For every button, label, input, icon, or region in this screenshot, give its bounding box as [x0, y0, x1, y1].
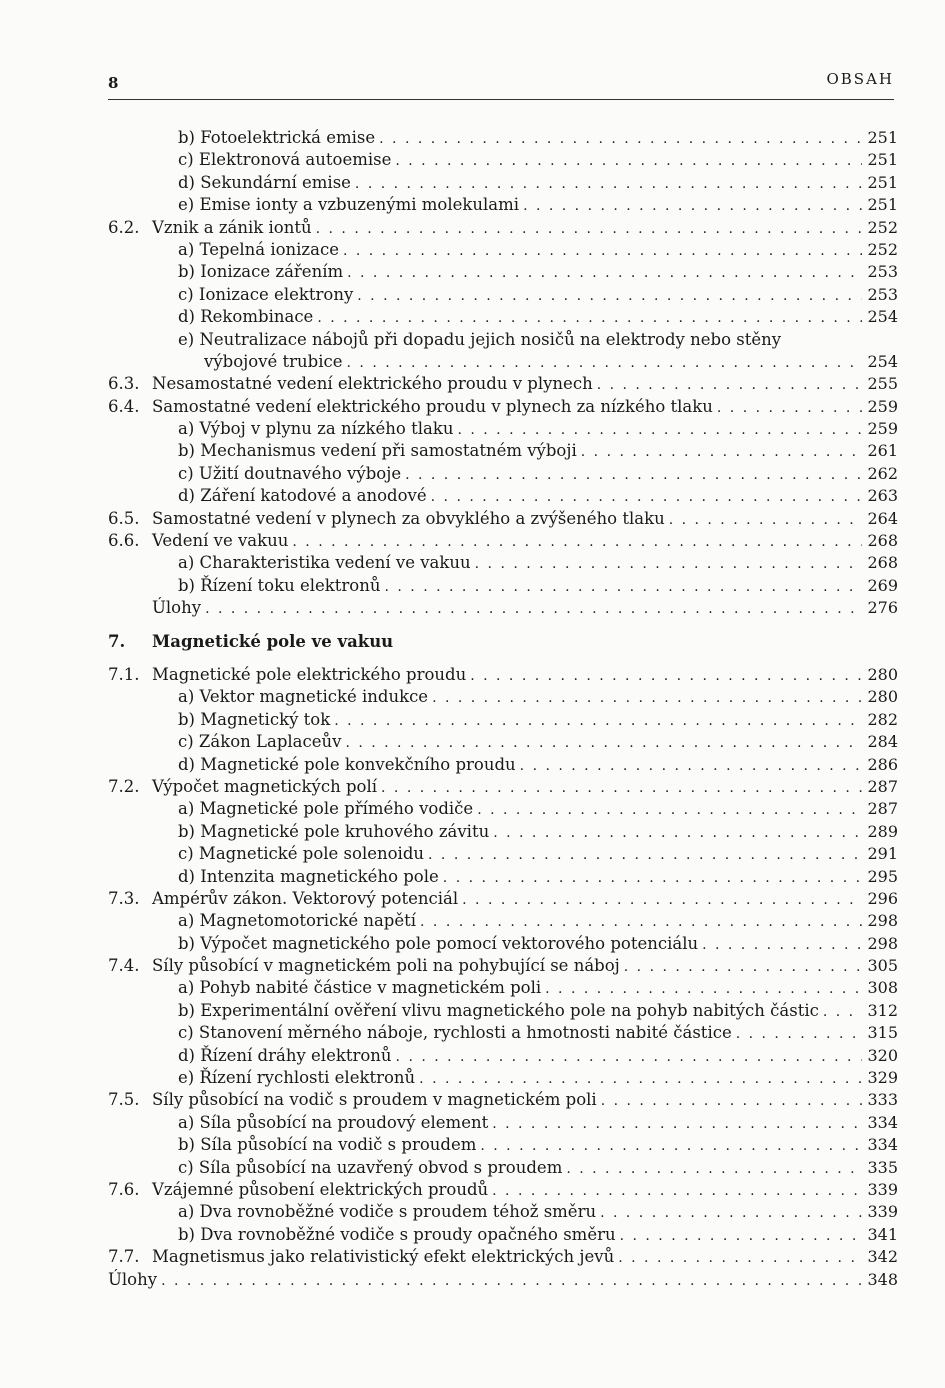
toc-entry-text: c) Zákon Laplaceův [178, 732, 342, 752]
section-number: 6.6. [108, 531, 140, 551]
toc-entry-page: 296 [867, 888, 898, 908]
leader-dots [347, 352, 862, 374]
section-number: 7.2. [108, 776, 140, 796]
leader-dots [597, 374, 862, 396]
leader-dots [493, 822, 862, 844]
toc-entry-text: výbojové trubice [204, 351, 343, 371]
toc-entry-text: Magnetismus jako relativistický efekt elektrických jevů [152, 1247, 615, 1267]
toc-entry-text: Nesamostatné vedení elektrického proudu v plynech [152, 374, 593, 394]
toc-entry-page: 335 [867, 1157, 898, 1177]
toc-entry-page: 287 [867, 776, 898, 796]
toc-entry [108, 149, 898, 171]
toc-entry [108, 306, 898, 328]
toc-entry [108, 664, 898, 686]
toc-entry-text: b) Mechanismus vedení při samostatném výboji [178, 441, 577, 461]
toc-entry [108, 1089, 898, 1111]
leader-dots [205, 598, 862, 620]
toc-entry [108, 1022, 898, 1044]
page-number: 8 [108, 74, 119, 92]
toc-entry-text: c) Síla působící na uzavřený obvod s proudem [178, 1157, 563, 1177]
toc-entry-page: 339 [867, 1202, 898, 1222]
toc-entry-text: Vznik a zánik iontů [152, 217, 312, 237]
toc-entry-page: 339 [867, 1179, 898, 1199]
table-of-contents [108, 127, 898, 1291]
leader-dots [669, 509, 862, 531]
toc-entry-text: b) Fotoelektrická emise [178, 128, 376, 147]
toc-entry [108, 194, 898, 216]
toc-entry-page: 251 [867, 128, 898, 147]
toc-entry [108, 977, 898, 999]
toc-entry-page: 252 [867, 217, 898, 237]
toc-entry [108, 396, 898, 418]
leader-dots [316, 218, 862, 240]
toc-entry-page: 298 [867, 933, 898, 953]
toc-entry-text: Ampérův zákon. Vektorový potenciál [152, 888, 459, 908]
toc-entry [108, 463, 898, 485]
toc-entry [108, 686, 898, 708]
page-header [108, 68, 894, 94]
running-title: OBSAH [826, 70, 894, 88]
toc-entry-page: 251 [867, 150, 898, 170]
toc-entry [108, 754, 898, 776]
leader-dots [457, 419, 862, 441]
leader-dots [357, 285, 862, 307]
leader-dots [347, 262, 862, 284]
toc-entry-page: 348 [867, 1269, 898, 1289]
leader-dots [443, 867, 862, 889]
leader-dots [545, 978, 862, 1000]
leader-dots [381, 777, 862, 799]
toc-entry-page: 264 [867, 508, 898, 528]
leader-dots [480, 1135, 862, 1157]
toc-entry [108, 1000, 898, 1022]
leader-dots [736, 1023, 862, 1045]
leader-dots [432, 687, 862, 709]
toc-entry-page: 259 [867, 419, 898, 439]
toc-entry-page: 282 [867, 709, 898, 729]
leader-dots [823, 1001, 862, 1023]
toc-entry-text: Úlohy [108, 1269, 158, 1289]
toc-entry-page: 333 [867, 1090, 898, 1110]
toc-entry [108, 284, 898, 306]
toc-entry-text: Síly působící na vodič s proudem v magnetickém poli [152, 1090, 597, 1110]
leader-dots [492, 1180, 862, 1202]
toc-entry [108, 1157, 898, 1179]
toc-entry-page: 259 [867, 396, 898, 416]
toc-entry-page: 334 [867, 1135, 898, 1155]
toc-entry-page: 276 [867, 598, 898, 618]
leader-dots [702, 934, 862, 956]
toc-entry-text: Výpočet magnetických polí [152, 776, 378, 796]
toc-entry [108, 440, 898, 462]
toc-entry-text: Samostatné vedení elektrického proudu v plynech za nízkého tlaku [152, 396, 713, 416]
toc-entry-text: a) Dva rovnoběžné vodiče s proudem téhož směru [178, 1202, 597, 1222]
toc-entry [108, 709, 898, 731]
toc-entry-text: b) Ionizace zářením [178, 262, 344, 282]
toc-entry-text: b) Magnetické pole kruhového závitu [178, 821, 490, 841]
toc-entry-page: 255 [867, 374, 898, 394]
section-number: 6.4. [108, 396, 140, 416]
toc-entry-text: b) Výpočet magnetického pole pomocí vektorového potenciálu [178, 933, 699, 953]
leader-dots [717, 397, 862, 419]
leader-dots [420, 911, 862, 933]
toc-entry-text: d) Sekundární emise [178, 172, 351, 192]
toc-entry-page: 269 [867, 575, 898, 595]
toc-entry [108, 485, 898, 507]
section-number: 7.7. [108, 1247, 140, 1267]
toc-entry-text: d) Rekombinace [178, 307, 314, 327]
toc-entry-text: b) Řízení toku elektronů [178, 575, 381, 595]
toc-entry-page: 284 [867, 732, 898, 752]
toc-entry-page: 252 [867, 239, 898, 259]
toc-entry-page: 268 [867, 553, 898, 573]
toc-entry [108, 1246, 898, 1268]
chapter-number: 7. [108, 631, 126, 651]
leader-dots [379, 128, 862, 150]
toc-entry-text: c) Stanovení měrného náboje, rychlosti a hmotnosti nabité částice [178, 1023, 732, 1043]
toc-entry [108, 530, 898, 552]
toc-entry-text: c) Magnetické pole solenoidu [178, 844, 425, 864]
toc-entry-text: e) Neutralizace nábojů při dopadu jejich nosičů na elektrody nebo stěny [178, 329, 782, 349]
toc-entry-text: a) Vektor magnetické indukce [178, 687, 429, 707]
section-number: 7.4. [108, 956, 140, 976]
toc-entry [108, 910, 898, 932]
leader-dots [566, 1158, 862, 1180]
toc-entry-text: b) Síla působící na vodič s proudem [178, 1135, 477, 1155]
toc-entry-page: 342 [867, 1247, 898, 1267]
toc-entry [108, 1112, 898, 1134]
toc-entry-neutralizace-line1 [108, 329, 898, 351]
toc-entry-page: 251 [867, 195, 898, 215]
toc-entry-text: c) Užití doutnavého výboje [178, 463, 402, 483]
toc-entry [108, 508, 898, 530]
toc-entry-page: 280 [867, 664, 898, 684]
toc-entry-page: 341 [867, 1224, 898, 1244]
leader-dots [161, 1270, 862, 1292]
leader-dots [620, 1225, 862, 1247]
toc-entry-page: 305 [867, 956, 898, 976]
toc-entry-text: e) Emise ionty a vzbuzenými molekulami [178, 195, 520, 215]
toc-entry-page: 295 [867, 866, 898, 886]
toc-entry-text: Magnetické pole elektrického proudu [152, 664, 467, 684]
toc-entry [108, 821, 898, 843]
toc-entry-page: 320 [867, 1045, 898, 1065]
toc-entry-page: 289 [867, 821, 898, 841]
toc-entry [108, 418, 898, 440]
leader-dots [334, 710, 862, 732]
toc-entry-text: c) Elektronová autoemise [178, 150, 392, 170]
leader-dots [492, 1113, 862, 1135]
toc-entry-text: a) Síla působící na proudový element [178, 1112, 489, 1132]
leader-dots [428, 844, 862, 866]
leader-dots [345, 732, 862, 754]
toc-entry-page: 263 [867, 486, 898, 506]
toc-entry-text: d) Řízení dráhy elektronů [178, 1045, 392, 1065]
leader-dots [600, 1202, 862, 1224]
toc-entry-page: 261 [867, 441, 898, 461]
section-number: 6.3. [108, 374, 140, 394]
toc-entry-text: Vedení ve vakuu [152, 531, 289, 551]
toc-entry [108, 1269, 898, 1291]
toc-entry [108, 597, 898, 619]
toc-entry [108, 843, 898, 865]
toc-entry-text: b) Magnetický tok [178, 709, 331, 729]
toc-entry [108, 261, 898, 283]
toc-entry-text: a) Tepelná ionizace [178, 239, 339, 259]
section-number: 6.2. [108, 217, 140, 237]
section-number: 7.5. [108, 1090, 140, 1110]
toc-entry-text: Síly působící v magnetickém poli na pohybující se náboj [152, 956, 620, 976]
toc-entry [108, 1045, 898, 1067]
header-rule [108, 99, 894, 100]
toc-entry-page: 254 [867, 351, 898, 371]
toc-entry [108, 888, 898, 910]
toc-entry [108, 1201, 898, 1223]
toc-entry [108, 1179, 898, 1201]
toc-entry-neutralizace-line2 [108, 351, 898, 373]
toc-entry-page: 280 [867, 687, 898, 707]
toc-entry-page: 268 [867, 531, 898, 551]
section-number: 7.6. [108, 1179, 140, 1199]
toc-entry-text: b) Dva rovnoběžné vodiče s proudy opačného směru [178, 1224, 616, 1244]
leader-dots [618, 1247, 862, 1269]
toc-entry-text: d) Záření katodové a anodové [178, 486, 427, 506]
toc-block-3 [108, 664, 898, 1291]
toc-entry [108, 1224, 898, 1246]
leader-dots [405, 464, 862, 486]
toc-entry [108, 575, 898, 597]
chapter-title: Magnetické pole ve vakuu [152, 631, 394, 651]
section-number: 7.1. [108, 664, 140, 684]
toc-entry-page: 262 [867, 463, 898, 483]
toc-entry [108, 776, 898, 798]
leader-dots [477, 799, 862, 821]
toc-block-2 [108, 373, 898, 619]
leader-dots [624, 956, 862, 978]
toc-entry [108, 373, 898, 395]
toc-entry-text: Vzájemné působení elektrických proudů [152, 1179, 489, 1199]
toc-entry-text: b) Experimentální ověření vlivu magnetického pole na pohyb nabitých částic [178, 1000, 819, 1020]
toc-entry [108, 1067, 898, 1089]
leader-dots [462, 889, 862, 911]
toc-entry [108, 172, 898, 194]
toc-entry-page: 254 [867, 307, 898, 327]
toc-entry-text: c) Ionizace elektrony [178, 284, 354, 304]
leader-dots [343, 240, 862, 262]
toc-entry-text: d) Magnetické pole konvekčního proudu [178, 754, 516, 774]
toc-entry [108, 239, 898, 261]
toc-entry-text: a) Pohyb nabité částice v magnetickém poli [178, 978, 542, 998]
toc-entry-text: e) Řízení rychlosti elektronů [178, 1068, 416, 1088]
leader-dots [470, 665, 862, 687]
toc-entry-page: 253 [867, 284, 898, 304]
toc-entry-page: 334 [867, 1112, 898, 1132]
leader-dots [396, 1046, 862, 1068]
toc-entry [108, 866, 898, 888]
toc-entry-text: a) Výboj v plynu za nízkého tlaku [178, 419, 454, 439]
toc-entry-page: 329 [867, 1068, 898, 1088]
toc-entry-page: 287 [867, 799, 898, 819]
leader-dots [523, 195, 862, 217]
leader-dots [317, 307, 862, 329]
leader-dots [355, 173, 862, 195]
toc-entry [108, 1134, 898, 1156]
leader-dots [475, 553, 862, 575]
toc-entry-text: a) Charakteristika vedení ve vakuu [178, 553, 471, 573]
chapter-heading [108, 631, 898, 653]
leader-dots [431, 486, 862, 508]
toc-entry [108, 217, 898, 239]
toc-entry-text: a) Magnetomotorické napětí [178, 911, 417, 931]
toc-entry-text: a) Magnetické pole přímého vodiče [178, 799, 474, 819]
toc-entry [108, 127, 898, 149]
toc-entry [108, 955, 898, 977]
leader-dots [419, 1068, 862, 1090]
leader-dots [581, 441, 862, 463]
toc-entry-text: Samostatné vedení v plynech za obvyklého a zvýšeného tlaku [152, 508, 665, 528]
leader-dots [292, 531, 862, 553]
section-number: 7.3. [108, 888, 140, 908]
toc-entry [108, 552, 898, 574]
toc-entry-page: 251 [867, 172, 898, 192]
toc-entry [108, 933, 898, 955]
toc-entry-page: 308 [867, 978, 898, 998]
section-number: 6.5. [108, 508, 140, 528]
toc-entry-page: 312 [867, 1000, 898, 1020]
toc-entry [108, 798, 898, 820]
toc-entry [108, 731, 898, 753]
leader-dots [395, 150, 862, 172]
toc-block-1 [108, 127, 898, 329]
toc-entry-text: d) Intenzita magnetického pole [178, 866, 439, 886]
leader-dots [385, 576, 863, 598]
toc-entry-page: 291 [867, 844, 898, 864]
leader-dots [520, 755, 862, 777]
toc-entry-page: 315 [867, 1023, 898, 1043]
toc-entry-page: 298 [867, 911, 898, 931]
toc-entry-page: 253 [867, 262, 898, 282]
toc-entry-page: 286 [867, 754, 898, 774]
leader-dots [601, 1090, 862, 1112]
toc-entry-text: Úlohy [152, 598, 202, 618]
